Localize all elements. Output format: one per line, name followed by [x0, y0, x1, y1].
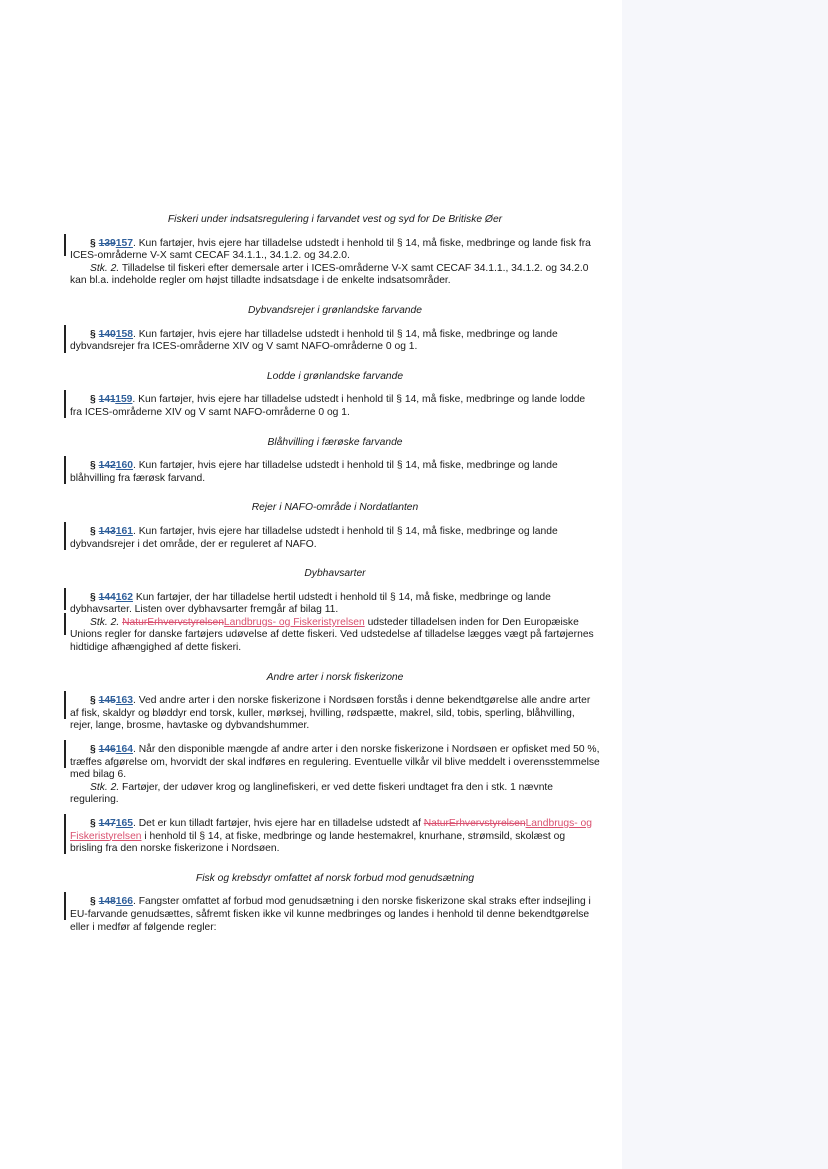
section-sign: § — [90, 818, 99, 829]
section-sign: § — [90, 744, 99, 756]
paragraph-158 — [70, 329, 600, 354]
paragraph-text: Kun fartøjer, der har tilladelse hertil udstedt i henhold til § 14, må fiske, medbringe og lande dybhavsarter. Listen over dybhavsarter fremgår af bilag 11. — [70, 591, 551, 616]
paragraph-text: . Det er kun tilladt fartøjer, hvis ejere har en tilladelse udstedt af — [132, 818, 424, 829]
section-sign: § — [90, 525, 99, 537]
deleted-number: 142 — [98, 460, 116, 472]
stk-label: Stk. 2. — [90, 781, 120, 793]
change-bar — [64, 691, 66, 719]
paragraph-text: . Kun fartøjer, hvis ejere har tilladelse udstedt i henhold til § 14, må fiske, medbringe og lande dybvandsrejer fra ICES-områderne XIV og V samt NAFO-områderne 0 og 1. — [70, 328, 558, 353]
inserted-number: 166 — [115, 896, 133, 908]
section-heading: Dybhavsarter — [304, 568, 366, 580]
paragraph-text: . Ved andre arter i den norske fiskerizone i Nordsøen forstås i denne bekendtgørelse alle andre arter af fisk, skaldyr og bløddyr end torsk, kuller, mørksej, hvilling, rødspætte, makrel, sild, tobis, sperling, blåhvilling, rejer, lange, brosme, havtaske og dybvandshummer. — [70, 695, 591, 732]
section-sign: § — [90, 460, 99, 472]
inserted-number: 158 — [115, 328, 133, 340]
stk-text: Fartøjer, der udøver krog og langlinefiskeri, er ved dette fiskeri undtaget fra den i stk. 1 nævnte regulering. — [70, 781, 554, 806]
deleted-text: NaturErhvervstyrelsen — [122, 616, 224, 628]
comment-margin — [622, 0, 828, 1169]
paragraph-text: . Kun fartøjer, hvis ejere har tilladelse udstedt i henhold til § 14, må fiske, medbringe og lande blåhvilling fra færøsk farvand. — [70, 460, 558, 484]
inserted-number: 157 — [115, 237, 133, 249]
section-heading: Blåhvilling i færøske farvande — [267, 436, 403, 448]
inserted-number: 164 — [115, 744, 133, 756]
deleted-number: 143 — [98, 525, 116, 537]
section-heading: Dybvandsrejer i grønlandske farvande — [248, 304, 422, 316]
paragraph-text: . Kun fartøjer, hvis ejere har tilladelse udstedt i henhold til § 14, må fiske, medbringe og lande dybvandsrejer i det område, der er reguleret af NAFO. — [70, 525, 558, 550]
inserted-number: 165 — [115, 818, 133, 829]
paragraph-165 — [70, 818, 600, 856]
inserted-text: Landbrugs- og Fiskeristyrelsen — [223, 616, 365, 628]
paragraph-157 — [70, 238, 600, 288]
change-bar — [64, 390, 66, 418]
change-bar — [64, 522, 66, 550]
change-bar — [64, 814, 66, 854]
paragraph-text: . Kun fartøjer, hvis ejere har tilladelse udstedt i henhold til § 14, må fiske, medbringe og lande fisk fra ICES-områderne V-X samt CECAF 34.1.1., 34.1.2. og 34.2.0. — [70, 237, 591, 262]
paragraph-161 — [70, 526, 600, 551]
section-sign: § — [90, 394, 99, 406]
inserted-number: 160 — [115, 460, 133, 472]
change-bar — [64, 588, 66, 610]
section-heading: Andre arter i norsk fiskerizone — [266, 671, 404, 683]
paragraph-160 — [70, 460, 600, 485]
paragraph-162 — [70, 592, 600, 655]
change-bar — [64, 892, 66, 920]
deleted-number: 139 — [98, 237, 116, 249]
change-bar — [64, 325, 66, 353]
section-heading: Lodde i grønlandske farvande — [266, 370, 404, 382]
deleted-number: 147 — [98, 818, 116, 829]
paragraph-164 — [70, 744, 600, 807]
change-bar — [64, 613, 66, 635]
section-sign: § — [90, 328, 99, 340]
stk-text: Tilladelse til fiskeri efter demersale arter i ICES-områderne V-X samt CECAF 34.1.1., 34.1.2. og 34.2.0 kan bl.a. indeholde regler om højst tilladte indsatsdage i de enkelte indsatsområder. — [70, 262, 589, 287]
stk-text: udsteder tilladelsen inden for Den Europæiske Unions regler for danske fartøjers udøvelse af dette fiskeri. Ved udstedelse af tilladelse lægges vægt på fartøjernes hidtidige afhængighed af dette fiskeri. — [70, 616, 594, 654]
change-bar — [64, 456, 66, 484]
deleted-number: 144 — [98, 591, 116, 603]
stk-label: Stk. 2. — [90, 616, 120, 628]
deleted-number: 141 — [98, 394, 116, 406]
section-heading: Rejer i NAFO-område i Nordatlanten — [251, 502, 419, 514]
deleted-text: NaturErhvervstyrelsen — [423, 818, 526, 829]
paragraph-text: . Fangster omfattet af forbud mod genudsætning i den norske fiskerizone skal straks efter indsejling i EU-farvande genudsættes, såfremt fisken ikke vil kunne medbringes og landes i henhold til denne bekendtgørelse eller i medfør af følgende regler: — [70, 896, 591, 933]
change-bar — [64, 234, 66, 256]
section-heading: Fiskeri under indsatsregulering i farvandet vest og syd for De Britiske Øer — [167, 214, 503, 225]
section-heading: Fisk og krebsdyr omfattet af norsk forbud mod genudsætning — [195, 872, 475, 884]
deleted-number: 145 — [98, 695, 116, 707]
deleted-number: 146 — [98, 744, 116, 756]
change-bar — [64, 740, 66, 768]
stk-label: Stk. 2. — [90, 262, 120, 274]
section-sign: § — [90, 695, 99, 707]
inserted-number: 162 — [115, 591, 133, 603]
section-sign: § — [90, 237, 99, 249]
section-sign: § — [90, 591, 99, 603]
paragraph-163 — [70, 695, 600, 733]
document-page — [70, 214, 600, 951]
inserted-number: 159 — [115, 394, 133, 406]
deleted-number: 148 — [98, 896, 116, 908]
paragraph-166 — [70, 896, 600, 934]
paragraph-text: . Når den disponible mængde af andre arter i den norske fiskerizone i Nordsøen er opfisket med 50 %, træffes afgørelse om, hvorvidt der skal indføres en regulering. Eventuelle vilkår vil blive meddelt i overensstemmelse med bilag 6. — [70, 744, 600, 781]
paragraph-159 — [70, 394, 600, 419]
inserted-number: 163 — [115, 695, 133, 707]
paragraph-text: . Kun fartøjer, hvis ejere har tilladelse udstedt i henhold til § 14, må fiske, medbringe og lande lodde fra ICES-områderne XIV og V samt NAFO-områderne 0 og 1. — [70, 394, 586, 418]
deleted-number: 140 — [98, 328, 116, 340]
inserted-number: 161 — [115, 525, 133, 537]
section-sign: § — [90, 896, 99, 908]
paragraph-text: i henhold til § 14, at fiske, medbringe og lande hestemakrel, knurhane, strømsild, skolæst og brisling fra den norske fiskerizone i Nordsøen. — [70, 830, 566, 855]
inserted-text: Landbrugs- og Fiskeristyrelsen — [70, 818, 592, 842]
